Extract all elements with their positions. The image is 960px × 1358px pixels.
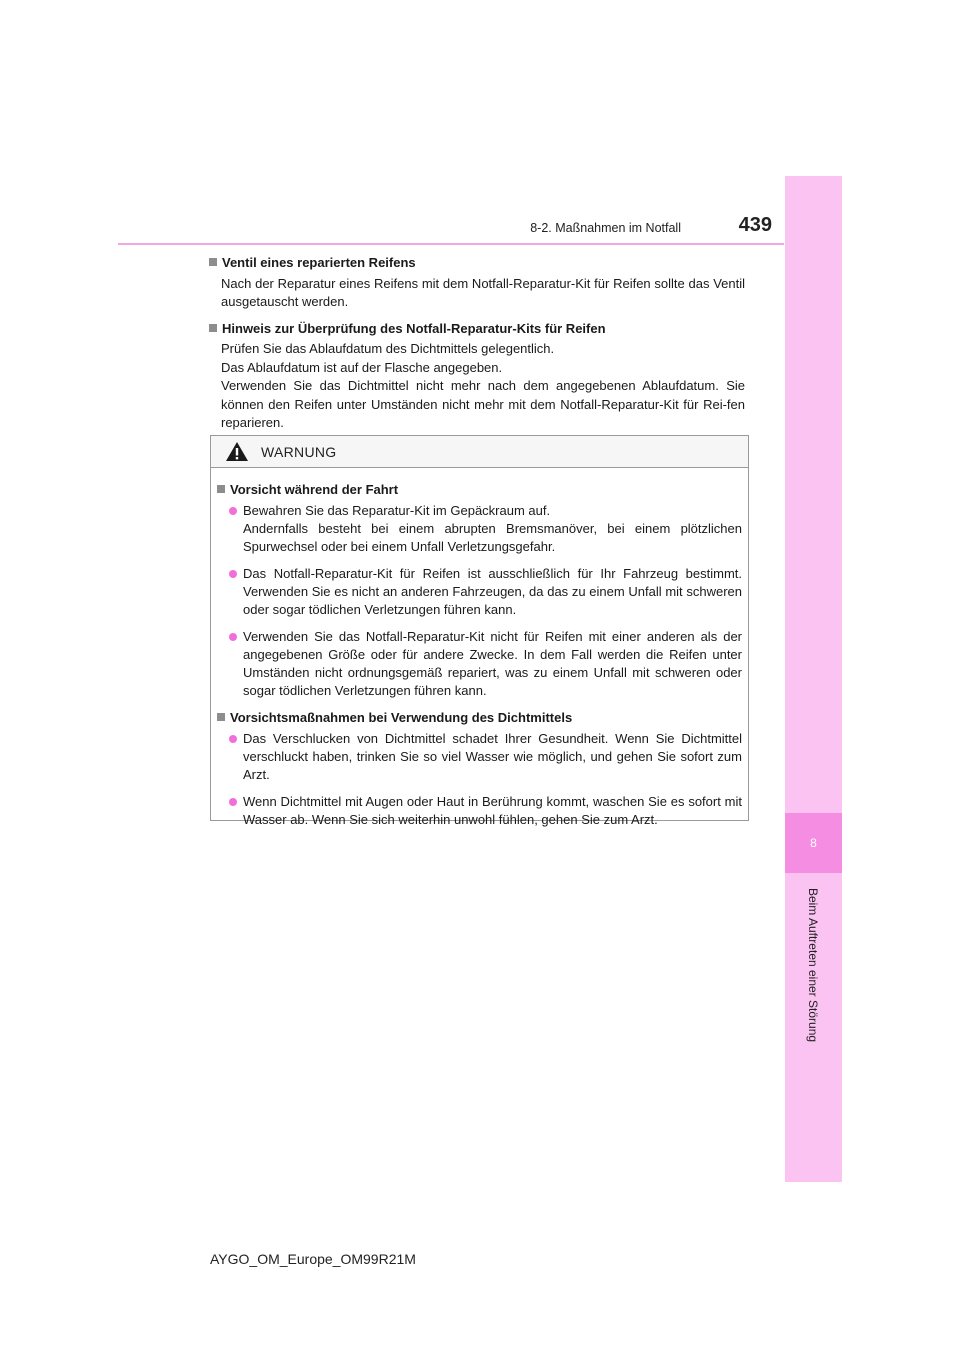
document-id: AYGO_OM_Europe_OM99R21M [210, 1251, 416, 1267]
warning-body [211, 468, 748, 829]
section-title: 8-2. Maßnahmen im Notfall [530, 221, 681, 235]
bullet-line: Wenn Dichtmittel mit Augen oder Haut in Berührung kommt, waschen Sie es sofort mit Wasser ab. Wenn Sie sich weiterhin unwohl fühlen, gehen Sie zum Arzt. [243, 794, 742, 827]
bullet-text [243, 502, 742, 556]
section-heading [209, 254, 745, 273]
main-content [209, 254, 745, 441]
round-bullet-icon [229, 570, 237, 578]
section-heading-text: Ventil eines reparierten Reifens [222, 255, 416, 270]
section-text [221, 275, 745, 312]
warning-triangle-icon [225, 441, 249, 462]
section-kit-check [209, 320, 745, 433]
square-bullet-icon [209, 258, 217, 266]
warning-box [210, 435, 749, 827]
section-valve [209, 254, 745, 312]
warning-header [211, 436, 748, 468]
section-text [221, 340, 745, 433]
round-bullet-icon [229, 735, 237, 743]
bullet-line: Verwenden Sie das Notfall-Reparatur-Kit nicht für Reifen mit einer anderen als der angegebenen Größe oder für andere Zwecke. In dem Fall werden die Reifen unter Umständen nicht ordnungsgemäß repariert, was zu einem Unfall mit schweren oder sogar tödlichen Verletzungen führen kann. [243, 629, 742, 698]
warning-bullet [229, 628, 742, 700]
round-bullet-icon [229, 633, 237, 641]
bullet-text [243, 730, 742, 784]
warning-bullet [229, 793, 742, 829]
bullet-text [243, 793, 742, 829]
section-heading [209, 320, 745, 339]
paragraph-line: Das Ablaufdatum ist auf der Flasche angegeben. [221, 359, 503, 375]
warning-bullet [229, 502, 742, 556]
bullet-line: Andernfalls besteht bei einem abrupten Bremsmanöver, bei einem plötzlichen Spurwechsel oder bei einem Unfall Verletzungsgefahr. [243, 521, 742, 554]
bullet-text [243, 565, 742, 619]
round-bullet-icon [229, 798, 237, 806]
bullet-line: Bewahren Sie das Reparatur-Kit im Gepäckraum auf. [243, 503, 551, 518]
paragraph-line: Nach der Reparatur eines Reifens mit dem Notfall-Reparatur-Kit für Reifen sollte das Ventil ausgetauscht werden. [221, 275, 745, 309]
bullet-line: Das Notfall-Reparatur-Kit für Reifen ist ausschließlich für Ihr Fahrzeug bestimmt. Verwenden Sie es nicht an anderen Fahrzeugen, da das zu einem Unfall mit schweren oder sogar tödlichen Verletzungen führen kann. [243, 566, 742, 617]
page-number: 439 [738, 214, 772, 236]
paragraph-line: Verwenden Sie das Dichtmittel nicht mehr nach dem angegebenen Ablaufdatum. Sie können den Reifen unter Umständen nicht mehr mit dem Notfall-Reparatur-Kit für Rei-fen reparieren. [221, 378, 745, 430]
square-bullet-icon [217, 485, 225, 493]
header-divider [118, 243, 784, 245]
square-bullet-icon [209, 324, 217, 332]
section-heading-text: Hinweis zur Überprüfung des Notfall-Reparatur-Kits für Reifen [222, 320, 606, 336]
chapter-label: Beim Auftreten einer Störung [806, 887, 820, 1043]
warning-title: WARNUNG [261, 443, 337, 460]
round-bullet-icon [229, 507, 237, 515]
warning-heading-text: Vorsicht während der Fahrt [230, 482, 399, 497]
warning-heading [217, 709, 742, 727]
warning-bullet [229, 730, 742, 784]
paragraph-line: Prüfen Sie das Ablaufdatum des Dichtmittels gelegentlich. [221, 341, 555, 356]
warning-heading-text: Vorsichtsmaßnahmen bei Verwendung des Dichtmittels [230, 710, 573, 725]
chapter-number-tab [785, 813, 842, 873]
bullet-line: Das Verschlucken von Dichtmittel schadet Ihrer Gesundheit. Wenn Sie Dichtmittel verschluckt haben, trinken Sie so viel Wasser wie möglich, und gehen Sie sofort zum Arzt. [243, 731, 742, 782]
warning-bullet [229, 565, 742, 619]
chapter-number: 8 [810, 836, 817, 850]
bullet-text [243, 628, 742, 700]
warning-heading [217, 481, 742, 499]
square-bullet-icon [217, 713, 225, 721]
